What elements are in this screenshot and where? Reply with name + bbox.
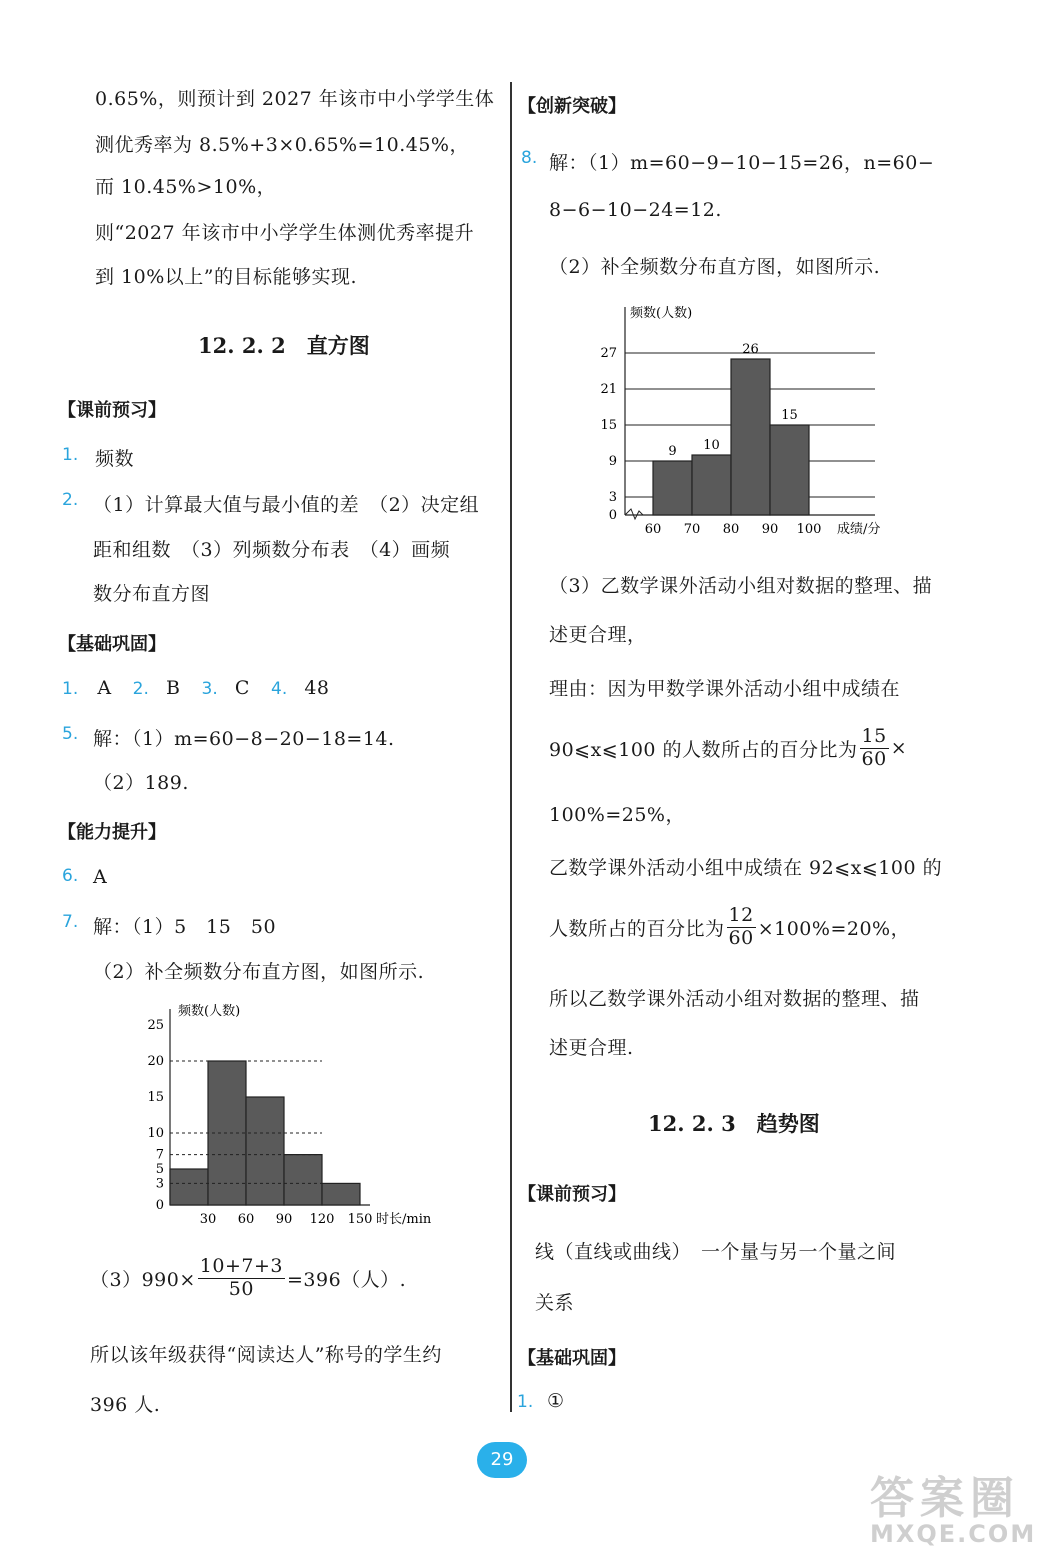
histogram-bar [284,1155,322,1205]
heading-ability: 【能力提升】 [58,822,166,843]
question-number: 1. [517,1392,534,1412]
watermark-title: 答案圈 [870,1473,1020,1524]
fraction [727,905,756,950]
answer-text: 100%=25%， [549,804,685,826]
answer-text: 所以乙数学课外活动小组对数据的整理、描 [549,988,920,1010]
answer-text: ① [547,1390,565,1412]
question-number: 6. [62,866,79,886]
y-tick-label: 7 [155,1147,164,1163]
answer-text: 线（直线或曲线） 一个量与另一个量之间 [535,1241,897,1263]
question-number: 1. [62,445,79,465]
question-number: 3. [201,679,218,699]
formula-suffix: × [890,737,908,760]
heading-basic: 【基础巩固】 [58,634,166,655]
watermark [870,1462,1036,1548]
answer-text: （2）189. [93,772,189,794]
formula-prefix: 90⩽x⩽100 的人数所占的百分比为 [549,738,858,761]
answer-text: 述更合理， [549,624,647,646]
answer-text: 关系 [535,1292,575,1314]
answer-text: A [93,866,108,888]
question-number: 4. [271,679,288,699]
question-number: 8. [521,148,538,168]
x-tick-label: 80 [722,522,740,537]
answers-row [62,677,330,699]
answer-text: 解：（1）5 15 50 [93,916,277,938]
fraction-numerator: 15 [861,725,887,747]
answer-text: 理由：因为甲数学课外活动小组中成绩在 [549,678,901,700]
histogram-reading-time [140,995,450,1235]
answer-text: 数分布直方图 [93,583,211,605]
formula-line [549,726,907,771]
fraction [198,1256,285,1301]
histogram-bar [770,425,809,515]
y-tick-label: 3 [608,490,617,505]
x-tick-label: 90 [761,522,779,537]
y-tick-label: 9 [608,454,617,469]
text-line: 0.65%，则预计到 2027 年该市中小学学生体 [95,88,495,110]
fraction-denominator: 60 [861,747,887,770]
y-tick-label: 15 [600,418,617,433]
formula-prefix: （3）990× [90,1268,196,1291]
x-tick-label: 150 [347,1212,373,1227]
formula-line [90,1256,406,1301]
answer-text: 48 [304,677,330,699]
y-tick-label: 0 [608,508,617,523]
formula-line [549,905,910,950]
section-title: 12. 2. 2 直方图 [198,333,370,358]
x-tick-label: 60 [644,522,662,537]
column-divider [510,82,512,1412]
answer-text: 乙数学课外活动小组中成绩在 92⩽x⩽100 的 [549,857,943,879]
y-tick-label: 15 [147,1090,164,1105]
watermark-url: MXQE.COM [870,1520,1037,1548]
bar-data-label: 10 [703,438,720,453]
fraction-denominator: 50 [228,1277,254,1300]
y-tick-label: 0 [155,1198,164,1213]
y-tick-label: 5 [155,1162,164,1177]
answer-text: 所以该年级获得“阅读达人”称号的学生约 [90,1344,442,1366]
answer-text: 396 人. [90,1394,161,1416]
fraction [860,726,889,771]
histogram-bar [322,1183,360,1205]
y-tick-label: 27 [600,346,617,361]
text-line: 而 10.45%>10%， [95,176,277,198]
y-axis-label: 频数(人数) [178,1004,241,1019]
formula-prefix: 人数所占的百分比为 [549,917,725,940]
answer-text: （3）乙数学课外活动小组对数据的整理、描 [549,575,933,597]
fraction-numerator: 10+7+3 [199,1255,283,1277]
page-number: 29 [477,1442,527,1478]
section-title: 12. 2. 3 趋势图 [648,1111,820,1136]
answer-text: （2）补全频数分布直方图，如图所示. [93,961,425,983]
question-number: 5. [62,724,79,744]
y-tick-label: 20 [147,1054,164,1069]
bar-data-label: 26 [742,342,759,357]
question-number: 2. [132,679,149,699]
histogram-scores [580,295,920,545]
formula-suffix: =396（人）. [286,1268,407,1291]
axis-break-mark [625,509,643,519]
question-number: 1. [62,679,79,699]
y-tick-label: 3 [155,1176,164,1192]
heading-basic: 【基础巩固】 [518,1348,626,1369]
answer-text: 距和组数 （3）列频数分布表 （4）画频 [93,539,451,561]
question-number: 2. [62,490,79,510]
histogram-bar [653,461,692,515]
text-line: 则“2027 年该市中小学学生体测优秀率提升 [95,222,475,244]
answer-text: A [97,677,112,699]
histogram-bar [246,1097,284,1205]
fraction-numerator: 12 [728,904,754,926]
answer-text: 频数 [95,448,135,470]
text-line: 到 10%以上”的目标能够实现. [95,266,358,288]
answer-text: 8−6−10−24=12. [549,199,722,221]
bar-data-label: 15 [781,408,798,423]
x-tick-label: 120 [309,1212,335,1227]
y-tick-label: 10 [147,1126,164,1141]
x-tick-label: 90 [275,1212,293,1227]
heading-innovation: 【创新突破】 [518,96,626,117]
y-tick-label: 21 [600,382,617,397]
y-tick-label: 25 [147,1018,164,1033]
answer-text: 解：（1）m=60−8−20−18=14. [93,728,395,750]
histogram-bar [170,1169,208,1205]
answer-text: （1）计算最大值与最小值的差 （2）决定组 [93,494,480,516]
x-axis-label: 时长/min [376,1212,432,1227]
x-axis-label: 成绩/分 [837,522,881,537]
answer-text: （2）补全频数分布直方图，如图所示. [549,256,881,278]
x-tick-label: 100 [796,522,822,537]
bar-data-label: 9 [668,444,677,459]
x-tick-label: 30 [199,1212,217,1227]
heading-preview: 【课前预习】 [518,1184,626,1205]
x-tick-label: 60 [237,1212,255,1227]
histogram-bar [692,455,731,515]
y-axis-label: 频数(人数) [630,306,693,321]
answer-text: B [165,677,181,699]
formula-suffix: ×100%=20%， [757,917,911,940]
heading-preview: 【课前预习】 [58,400,166,421]
question-number: 7. [62,912,79,932]
answer-text: C [234,677,250,699]
x-tick-label: 70 [683,522,701,537]
answer-text: 解：（1）m=60−9−10−15=26，n=60− [549,152,935,174]
fraction-denominator: 60 [728,926,754,949]
answer-text: 述更合理. [549,1037,634,1059]
text-line: 测优秀率为 8.5%+3×0.65%=10.45%， [95,134,469,156]
histogram-bar [731,359,770,515]
